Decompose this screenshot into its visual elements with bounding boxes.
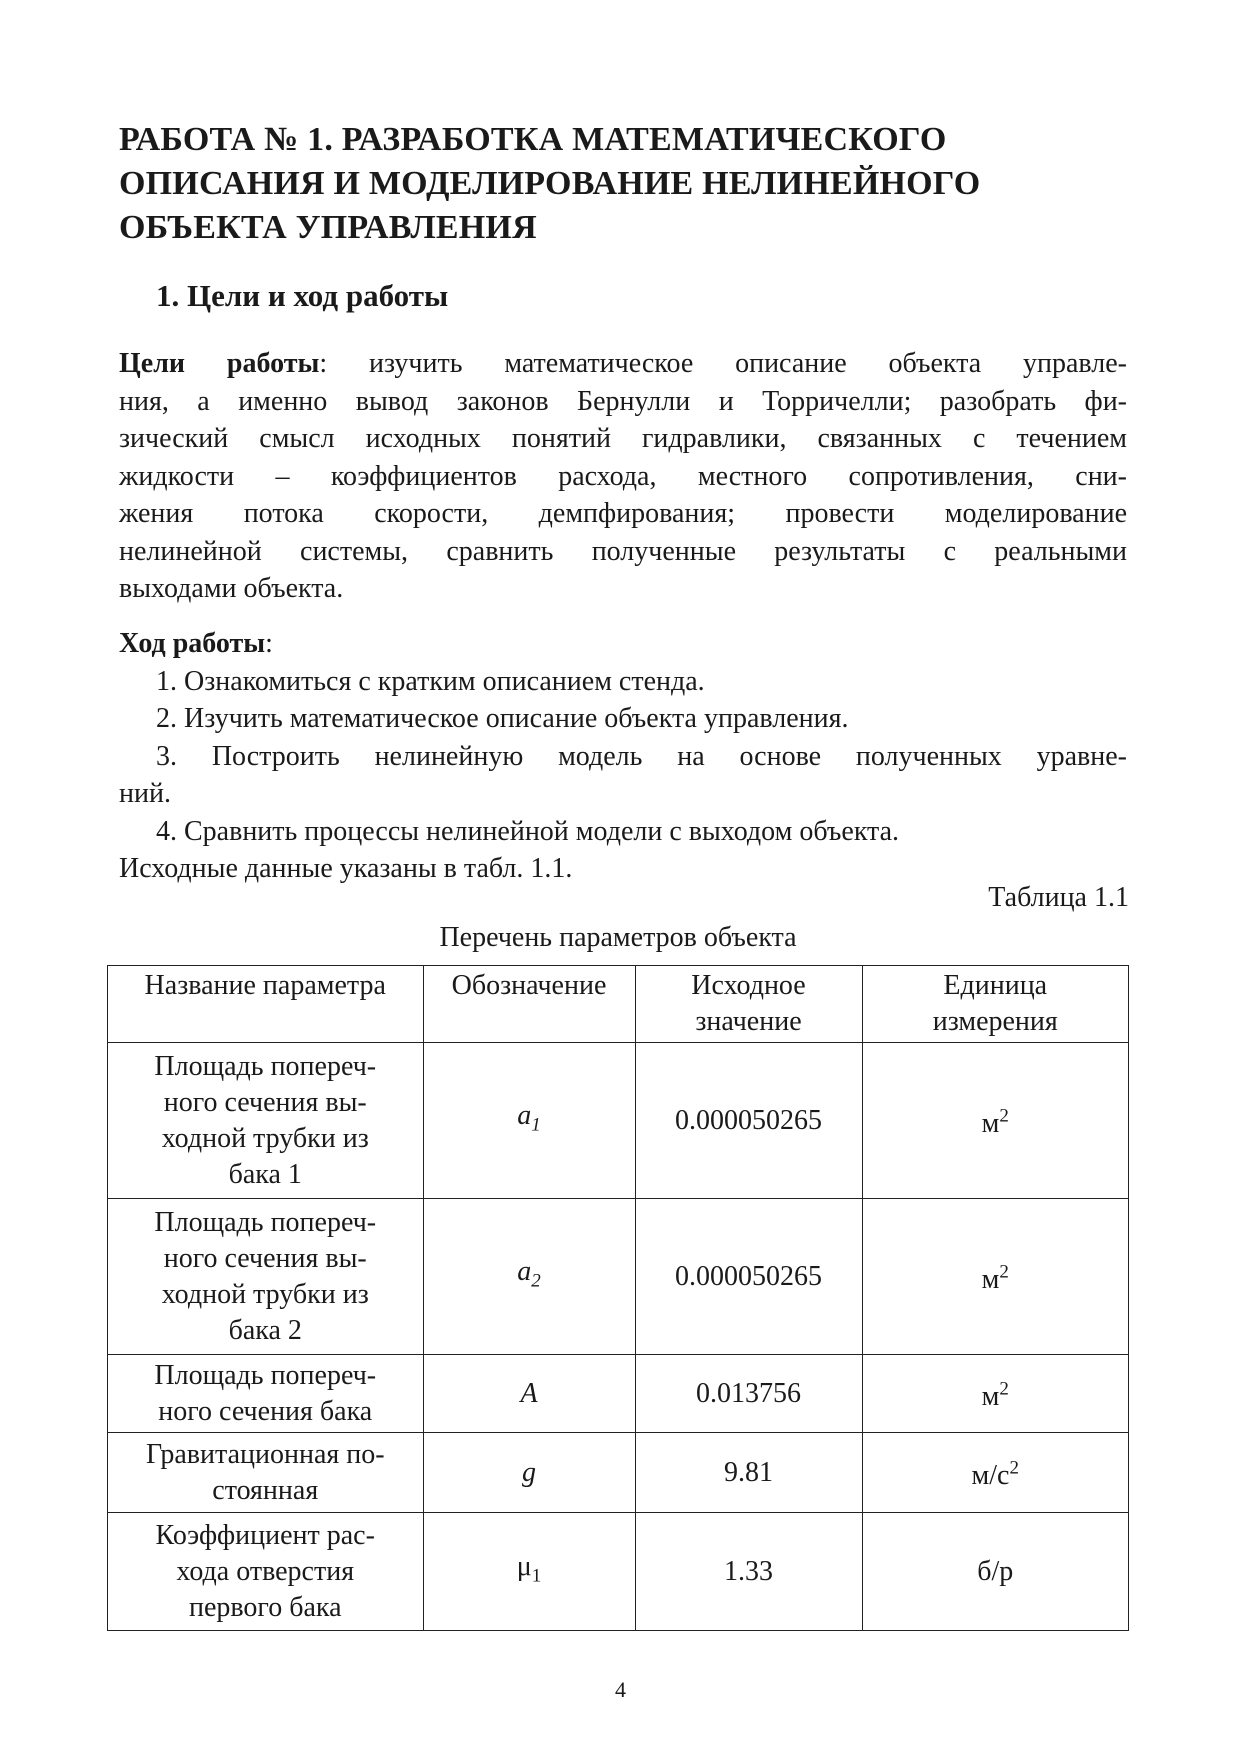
param-symbol-cell [423, 1433, 635, 1513]
param-unit-cell [862, 1355, 1129, 1433]
header-name [108, 966, 424, 1043]
table-row [108, 1433, 1129, 1513]
progress-section [119, 625, 1127, 888]
page-number: 4 [615, 1677, 626, 1702]
goals-line [119, 345, 1127, 383]
goals-line: нелинейной системы, сравнить полученные результаты с реальными [119, 535, 1127, 567]
param-name-line: хода отверстия [176, 1555, 355, 1587]
param-unit [977, 1556, 1013, 1587]
table-row [108, 1199, 1129, 1355]
param-name-line: стоянная [212, 1474, 319, 1506]
param-name-cell [108, 1513, 424, 1631]
param-name-cell [108, 1043, 424, 1199]
param-symbol-subscript: 1 [531, 1565, 542, 1587]
progress-step-2: 2. Изучить математическое описание объекта управления. [156, 703, 849, 734]
param-symbol-base: a [517, 1255, 532, 1287]
param-name-line: ного сечения бака [158, 1395, 373, 1427]
param-symbol-subscript: 1 [531, 1114, 541, 1136]
param-symbol-base: g [522, 1456, 536, 1488]
goals-line: выходами объекта. [119, 573, 344, 604]
section-heading: 1. Цели и ход работы [156, 278, 449, 313]
param-unit-base: б/р [977, 1555, 1014, 1587]
work-title-line: РАБОТА № 1. РАЗРАБОТКА МАТЕМАТИЧЕСКОГО [119, 121, 947, 158]
param-symbol-cell [423, 1513, 635, 1631]
param-unit-superscript: 2 [1009, 1457, 1019, 1479]
param-name-cell [108, 1355, 424, 1433]
header-name-text: Название параметра [144, 970, 386, 1001]
param-unit-base: м [981, 1381, 1000, 1413]
param-symbol-cell [423, 1043, 635, 1199]
progress-step-3-continued: ний. [119, 778, 171, 809]
goals-first-line-text: : изучить математическое описание объекта управле- [319, 348, 1127, 379]
header-symbol [423, 966, 635, 1043]
header-value-text: Исходное [691, 970, 806, 1001]
param-symbol-cell [423, 1355, 635, 1433]
param-value-cell: 0.000050265 [635, 1043, 862, 1199]
param-name-line: ходной трубки из [161, 1122, 369, 1154]
header-value [635, 966, 862, 1043]
work-title-line: ОПИСАНИЯ И МОДЕЛИРОВАНИЕ НЕЛИНЕЙНОГО [119, 165, 981, 202]
param-unit-cell [862, 1433, 1129, 1513]
progress-label: Ход работы [119, 628, 266, 659]
parameters-table [107, 965, 1129, 1631]
param-unit-base: м [981, 1264, 1000, 1296]
param-name-line: первого бака [188, 1591, 342, 1623]
param-name-cell [108, 1199, 424, 1355]
param-symbol-base: A [520, 1377, 538, 1409]
progress-step-4: 4. Сравнить процессы нелинейной модели с выходом объекта. [156, 815, 900, 847]
progress-colon: : [265, 628, 273, 659]
param-unit [981, 1261, 1009, 1296]
param-value-cell: 0.013756 [635, 1355, 862, 1433]
param-unit-cell [862, 1199, 1129, 1355]
param-symbol-subscript: 2 [531, 1270, 541, 1292]
header-unit-text: измерения [932, 1006, 1058, 1037]
goals-line: жения потока скорости, демпфирования; провести моделирование [119, 498, 1127, 529]
param-value-cell: 9.81 [635, 1433, 862, 1513]
param-symbol-cell [423, 1199, 635, 1355]
table-caption: Перечень параметров объекта [439, 922, 797, 953]
param-name-line: бака 2 [228, 1314, 302, 1346]
param-name-line: ного сечения вы- [163, 1242, 367, 1274]
param-name-line: ходной трубки из [161, 1278, 369, 1310]
param-unit-superscript: 2 [999, 1378, 1009, 1400]
progress-step-1: 1. Ознакомиться с кратким описанием стенда. [156, 665, 705, 697]
param-unit-superscript: 2 [999, 1261, 1009, 1283]
progress-step-3: 3. Построить нелинейную модель на основе полученных уравне- [156, 740, 1127, 772]
table-header-row [108, 966, 1129, 1043]
param-symbol [520, 1378, 537, 1409]
table-row [108, 1513, 1129, 1631]
param-unit [981, 1378, 1009, 1413]
header-unit-text: Единица [943, 970, 1048, 1001]
header-value-text: значение [695, 1006, 802, 1037]
param-name-line: ного сечения вы- [163, 1086, 367, 1118]
param-symbol [517, 1255, 541, 1292]
table-row [108, 1043, 1129, 1199]
param-name-line: Площадь попереч- [154, 1206, 377, 1238]
param-name-line: Коэффициент рас- [155, 1519, 375, 1551]
param-symbol [522, 1457, 536, 1488]
param-symbol-base: a [517, 1099, 532, 1131]
goals-paragraph [119, 345, 1127, 608]
table-label: Таблица 1.1 [988, 882, 1129, 913]
param-unit-base: м [981, 1108, 1000, 1140]
param-unit-cell [862, 1513, 1129, 1631]
progress-heading [119, 625, 1127, 663]
param-value-cell: 1.33 [635, 1513, 862, 1631]
param-name-cell [108, 1433, 424, 1513]
param-name-line: Площадь попереч- [154, 1359, 377, 1391]
param-name-line: бака 1 [228, 1158, 302, 1190]
work-title-line: ОБЪЕКТА УПРАВЛЕНИЯ [119, 209, 537, 246]
param-name-line: Гравитационная по- [145, 1438, 385, 1470]
table-row [108, 1355, 1129, 1433]
param-symbol [517, 1099, 541, 1136]
goals-line: зический смысл исходных понятий гидравлики, связанных с течением [119, 423, 1127, 454]
goals-line: ния, а именно вывод законов Бернулли и Торричелли; разобрать фи- [119, 385, 1127, 417]
param-unit-cell [862, 1043, 1129, 1199]
work-title [119, 118, 1129, 250]
param-unit [971, 1457, 1019, 1492]
param-unit [981, 1105, 1009, 1140]
source-note: Исходные данные указаны в табл. 1.1. [119, 853, 573, 884]
header-symbol-text: Обозначение [451, 970, 607, 1001]
param-symbol-base: μ [516, 1550, 532, 1582]
param-symbol [516, 1550, 542, 1587]
param-name-line: Площадь попереч- [154, 1050, 377, 1082]
header-unit [862, 966, 1129, 1043]
param-value-cell: 0.000050265 [635, 1199, 862, 1355]
goals-label: Цели работы [119, 348, 320, 379]
param-unit-superscript: 2 [999, 1105, 1009, 1127]
param-unit-base: м/с [971, 1460, 1010, 1492]
goals-line: жидкости – коэффициентов расхода, местного сопротивления, сни- [119, 460, 1127, 492]
